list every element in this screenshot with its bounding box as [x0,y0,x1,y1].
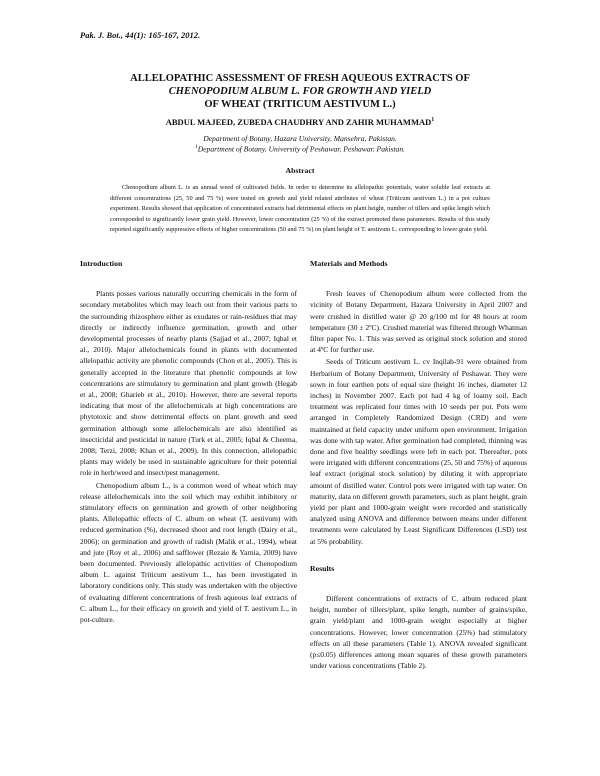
introduction-paragraph: Plants posses various naturally occurring chemicals in the form of secondary metabolites which may leach out from their various parts to the surrounding rhizosphere either as exudates or rain-residues that may directly or indirectly influence germination, growth and other developmental processes of nearby plants (Sajjad et al., 2007; Iqbal et al., 2010). Major allelochemicals found in plants with documented allelopathic activity are phenolic compounds (Chon et al., 2005). This is generally accepted in the literature that phenolic compounds at low concentrations are stimulatory to germination and plant growth (Hegab et al., 2008; Gharieb et al., 2010). However, there are several reports indicating that most of the allelochemicals at high concentrations are phytotoxic and show detrimental effects on plant growth and seed germination although some allelochemicals are also identified as insecticidal and pesticidal in nature (Turk et al., 2005; Iqbal & Cheema, 2008; Terzi, 2008; Khan et al., 2009). In this connection, allelopathic plants may widely be used in sustainable agriculture for their potential role in herb/weed and insect/pest management. [80,289,297,478]
title-line-3: OF WHEAT (TRITICUM AESTIVUM L.) [204,99,396,110]
authors-text: ABDUL MAJEED, ZUBEDA CHAUDHRY AND ZAHIR MUHAMMAD [165,117,432,127]
author-list [80,117,520,127]
title-line-2: CHENOPODIUM ALBUM L. FOR GROWTH AND YIELD [168,86,432,97]
author-superscript: 1 [431,117,435,124]
paper-title [95,72,505,111]
title-line-1: ALLELOPATHIC ASSESSMENT OF FRESH AQUEOUS EXTRACTS OF [130,73,470,84]
affiliation-2: $^1$Department of Botany, University of Peshawar, Peshawar, Pakistan. [194,144,406,154]
introduction-heading: Introduction [80,259,123,268]
results-paragraph: Different concentrations of extracts of C. album reduced plant height, number of tillers/plant, spike length, number of grains/spike, grain yield/plant and 1000-grain weight especially at higher concentrations. However, lower concentration (25%) had stimulatory effects on all these parameters (Table 1). ANOVA revealed significant (p≤0.05) differences among mean squares of these growth parameters under various concentrations (Table 2). [310,594,527,671]
left-column [80,258,297,625]
abstract-text: Chenopodium album L. is an annual weed of cultivated fields. In order to determine its allelopathic potentials, water soluble leaf extracts at different concentrations (25, 50 and 75 %) were tested on growth and yield related attributes of wheat (Triticum aestivum L.) in a pot culture experiment. Results showed that application of concentrated extracts had detrimental effects on plant height, number of tillers and spike length which corresponded to significantly lower grain yield. However, lower concentration (25 %) of the extract promoted these parameters. Results of this study reported significantly suppressive effects of higher concentrations (50 and 75 %) on plant height of T. aestivum L. corresponding to lower grain yield. [110,184,490,233]
affiliation-1: Department of Botany, Hazara University, Mansehra, Pakistan. [203,134,397,143]
materials-methods-heading: Materials and Methods [310,259,388,268]
methods-paragraph: Fresh leaves of Chenopodium album were collected from the vicinity of Botany Department, Hazara University in April 2007 and were crushed in distilled water @ 20 g/100 ml for 48 hours at room temperature (30 ± 2ºC). Crushed material was filtered through Whatman filter paper No. 1. This was served as original stock solution and stored at 4ºC for further use. [310,289,527,355]
introduction-paragraph: Chenopodium album L., is a common weed of wheat which may release allelochemicals into the soil which may exhibit inhibitory or stimulatory effects on germination and growth of other neighboring plants. Allelopathic effects of C. album on wheat (T. aestivum) with reduced germination (%), decreased shoot and root length (Dairy et al., 2006); on germination and growth of radish (Malik et al., 1994), wheat and jute (Roy et al., 2006) and safflower (Rezaie & Yarnia, 2009) have been documented. Previously allelopathic activities of Chenopodium album L. against Triticum aestivum L., has been investigated in laboratory conditions only. This study was undertaken with the objective of evaluating different concentrations of fresh aqueous leaf extracts of C. album L., for their efficacy on growth and yield of T. aestivum L., in pot-culture. [80,480,297,625]
right-column [310,258,527,672]
methods-paragraph: Seeds of Triticum aestivum L. cv Inqilab-91 were obtained from Herbarium of Botany Department, University of Peshawar. They were sown in four earthen pots of equal size (height 16 inches, diameter 12 inches) in November 2007. Each pot had 4 kg of loamy soil. Each treatment was replicated four times with 10 seeds per pot. Pots were arranged in Completely Randomized Design (CRD) and were maintained at field capacity under uniform open environment. Irrigation was done with tap water. After germination had completed, thinning was done and five healthy seedlings were left in each pot. Thereafter, pots were irrigated with different concentrations (25, 50 and 75%) of aqueous leaf extract (original stock solution) by diluting it with appropriate amount of distilled water. Control pots were irrigated with tap water. On maturity, data on different growth parameters, such as plant height, grain yield per plant and 1000-grain weight were recorded and statistically analyzed using ANOVA and difference between means under different treatments were calculated by Least Significant Differences (LSD) test at 5% probability. [310,357,527,546]
results-heading: Results [310,563,335,573]
abstract-heading: Abstract [285,166,315,175]
journal-citation: Pak. J. Bot., 44(1): 165-167, 2012. [80,30,201,40]
affiliation-superscript: 1 [194,144,198,150]
